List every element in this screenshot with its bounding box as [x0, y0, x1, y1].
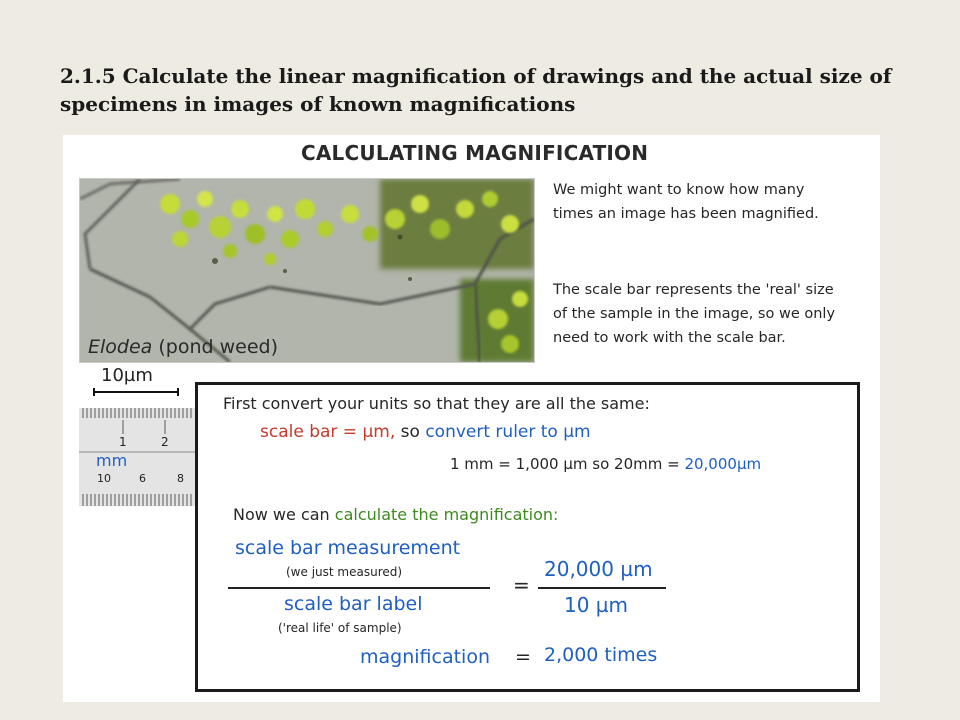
- ruler-bottom-number-1: 10: [97, 472, 111, 485]
- ruler-top-number-2: 2: [161, 435, 169, 449]
- scale-bar-unit-note: scale bar = µm,: [260, 422, 396, 442]
- conversion-text: 1 mm = 1,000 µm so 20mm =: [450, 455, 685, 473]
- ruler-ticks: [79, 408, 197, 506]
- result-numerator: 20,000 µm: [544, 557, 653, 581]
- elodea-micrograph: [79, 178, 535, 363]
- now-text: Now we can: [233, 505, 335, 524]
- common-name: (pond weed): [152, 336, 278, 358]
- result-denominator: 10 µm: [564, 593, 629, 617]
- ruler-bottom-number-3: 8: [177, 472, 184, 485]
- species-name: Elodea: [88, 336, 153, 358]
- convert-units-line: [260, 422, 591, 442]
- so-word: so: [395, 422, 426, 442]
- intro-paragraph: We might want to know how many times an image has been magnified.: [553, 182, 819, 222]
- fraction-line-right: [538, 587, 666, 589]
- converted-value: 20,000µm: [684, 455, 762, 473]
- convert-ruler-note: convert ruler to µm: [425, 422, 591, 442]
- micrograph-image: [80, 179, 534, 362]
- denominator-label: scale bar label: [284, 593, 423, 615]
- denominator-note: ('real life' of sample): [278, 621, 402, 635]
- numerator-note: (we just measured): [286, 565, 403, 579]
- micrograph-label: [88, 336, 278, 358]
- figure-title: CALCULATING MAGNIFICATION: [301, 141, 649, 165]
- magnification-equals: =: [515, 646, 531, 668]
- ruler-bottom-number-2: 6: [139, 472, 146, 485]
- magnification-label: magnification: [360, 646, 490, 668]
- calculation-box: [195, 382, 860, 692]
- ruler-unit: mm: [96, 451, 128, 470]
- convert-units-instruction: First convert your units so that they are all the same:: [223, 394, 650, 413]
- magnification-value: 2,000 times: [544, 644, 658, 666]
- scale-bar-paragraph: The scale bar represents the 'real' size of the sample in the image, so we only need to work with the scale bar.: [553, 282, 836, 346]
- calculate-text: calculate the magnification:: [334, 505, 559, 524]
- ruler-image: [79, 408, 197, 506]
- calculate-instruction: [233, 505, 558, 524]
- scale-bar: [93, 387, 179, 397]
- ruler-top-number-1: 1: [119, 435, 127, 449]
- slide-title: 2.1.5 Calculate the linear magnification of drawings and the actual size of specimens in images of known magnifications: [60, 64, 892, 116]
- fraction-line-left: [228, 587, 490, 589]
- magnification-figure: [63, 135, 880, 702]
- numerator-label: scale bar measurement: [235, 537, 461, 559]
- scale-bar-label: 10µm: [101, 365, 153, 386]
- conversion-line: [450, 455, 761, 473]
- equals-sign: =: [513, 573, 530, 597]
